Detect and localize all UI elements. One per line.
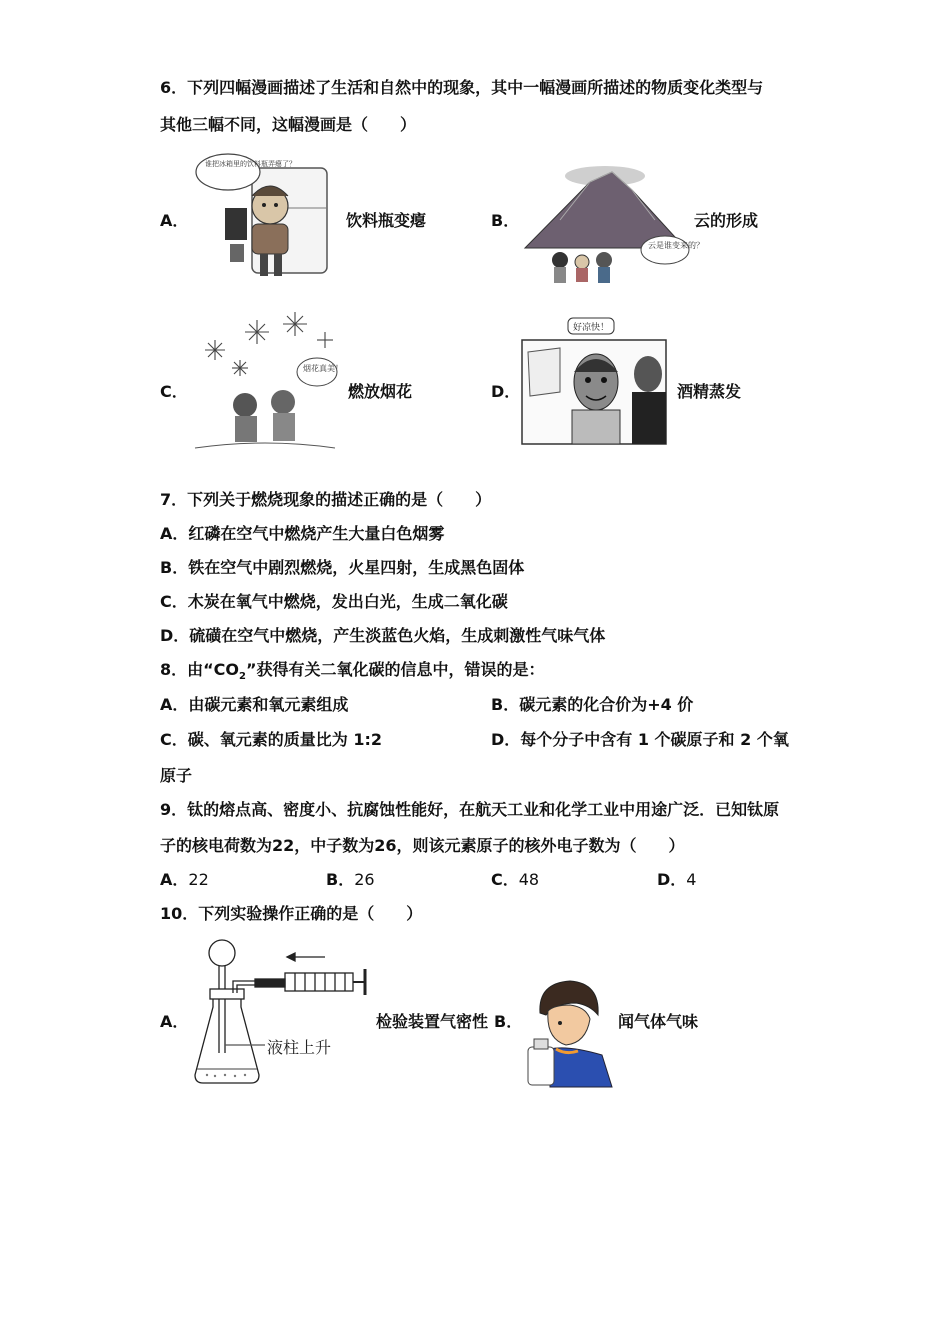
- q9-option-d: [657, 870, 696, 890]
- rubber-tube: [255, 979, 285, 987]
- boy-smelling-bottle: [520, 975, 615, 1087]
- q7-option-d: D．硫磺在空气中燃烧，产生淡蓝色火焰，生成刺激性气味气体: [160, 626, 606, 645]
- q9-stem-line1: 9．钛的熔点高、密度小、抗腐蚀性能好，在航天工业和化学工业中用途广泛．已知钛原: [160, 800, 780, 819]
- q6d-bubble-text: 好凉快！: [573, 323, 610, 333]
- q10-option-a-letter: A．: [160, 1012, 189, 1031]
- flask-label-liquid-rise: 液柱上升: [267, 1038, 332, 1057]
- q6-option-d-caption: 酒精蒸发: [677, 382, 742, 401]
- q6-option-b-letter: B．: [491, 211, 520, 230]
- q8-stem-sub: 2: [239, 671, 246, 683]
- q10-option-b-letter: B．: [494, 1012, 523, 1031]
- q7-stem: 7．下列关于燃烧现象的描述正确的是（ ）: [160, 490, 492, 509]
- flask-syringe-diagram: [185, 935, 380, 1090]
- q8-option-d: D．每个分子中含有 1 个碳原子和 2 个氧: [491, 730, 789, 749]
- q6-option-a-caption: 饮料瓶变瘪: [346, 211, 427, 230]
- q8-option-d-cont: 原子: [160, 766, 193, 785]
- q9-option-b: [326, 870, 375, 890]
- q6a-bubble-text: 谁把冰箱里的饮料瓶弄瘪了？: [205, 160, 296, 168]
- funnel-bulb: [209, 940, 235, 966]
- q10-option-a-caption: 检验装置气密性: [376, 1012, 489, 1031]
- q6-stem-line1: 6．下列四幅漫画描述了生活和自然中的现象，其中一幅漫画所描述的物质变化类型与: [160, 78, 764, 97]
- q8-option-b: B．碳元素的化合价为+4 价: [491, 695, 694, 714]
- q9-stem-line2: 子的核电荷数为22，中子数为26，则该元素原子的核外电子数为（ ）: [160, 836, 685, 855]
- q9-option-d-letter: D．: [657, 870, 687, 889]
- q9-option-b-value: 26: [354, 870, 375, 889]
- q10-stem: 10．下列实验操作正确的是（ ）: [160, 904, 423, 923]
- q6-stem-line2: 其他三幅不同，这幅漫画是（ ）: [160, 115, 417, 134]
- q6c-bubble-text: 烟花真美！: [303, 364, 343, 373]
- q9-option-a: [160, 870, 209, 890]
- cartoon-mountain-clouds: [520, 160, 704, 288]
- q8-option-c: C．碳、氧元素的质量比为 1:2: [160, 730, 382, 749]
- q8-stem-pre: 8．由“CO: [160, 660, 239, 679]
- q9-option-a-value: 22: [188, 870, 209, 889]
- q6-option-d-letter: D．: [491, 382, 521, 401]
- q8-stem: [160, 660, 545, 687]
- cartoon-fireworks: [185, 310, 345, 455]
- q9-option-a-letter: A．: [160, 870, 189, 889]
- cartoon-fridge-bottle: [190, 148, 340, 283]
- q10-option-b-caption: 闻气体气味: [618, 1012, 699, 1031]
- left-arrow-icon: [287, 953, 325, 961]
- q9-option-b-letter: B．: [326, 870, 355, 889]
- q9-option-d-value: 4: [686, 870, 697, 889]
- q7-option-c: C．木炭在氧气中燃烧，发出白光，生成二氧化碳: [160, 592, 508, 611]
- q7-option-b: B．铁在空气中剧烈燃烧，火星四射，生成黑色固体: [160, 558, 525, 577]
- q6-option-a-letter: A．: [160, 211, 189, 230]
- q6b-bubble-text: 云是谁变来的？: [648, 241, 704, 250]
- q9-option-c-value: 48: [518, 870, 540, 889]
- cartoon-alcohol-evaporation: [520, 312, 668, 447]
- q6-option-c-caption: 燃放烟花: [348, 382, 413, 401]
- q8-stem-post: ”获得有关二氧化碳的信息中，错误的是：: [245, 660, 545, 679]
- q9-option-c-letter: C．: [491, 870, 519, 889]
- q7-option-a: A．红磷在空气中燃烧产生大量白色烟雾: [160, 524, 445, 543]
- q6-option-b-caption: 云的形成: [694, 211, 759, 230]
- q8-option-a: A．由碳元素和氧元素组成: [160, 695, 349, 714]
- q6-option-c-letter: C．: [160, 382, 188, 401]
- q9-option-c: [491, 870, 539, 890]
